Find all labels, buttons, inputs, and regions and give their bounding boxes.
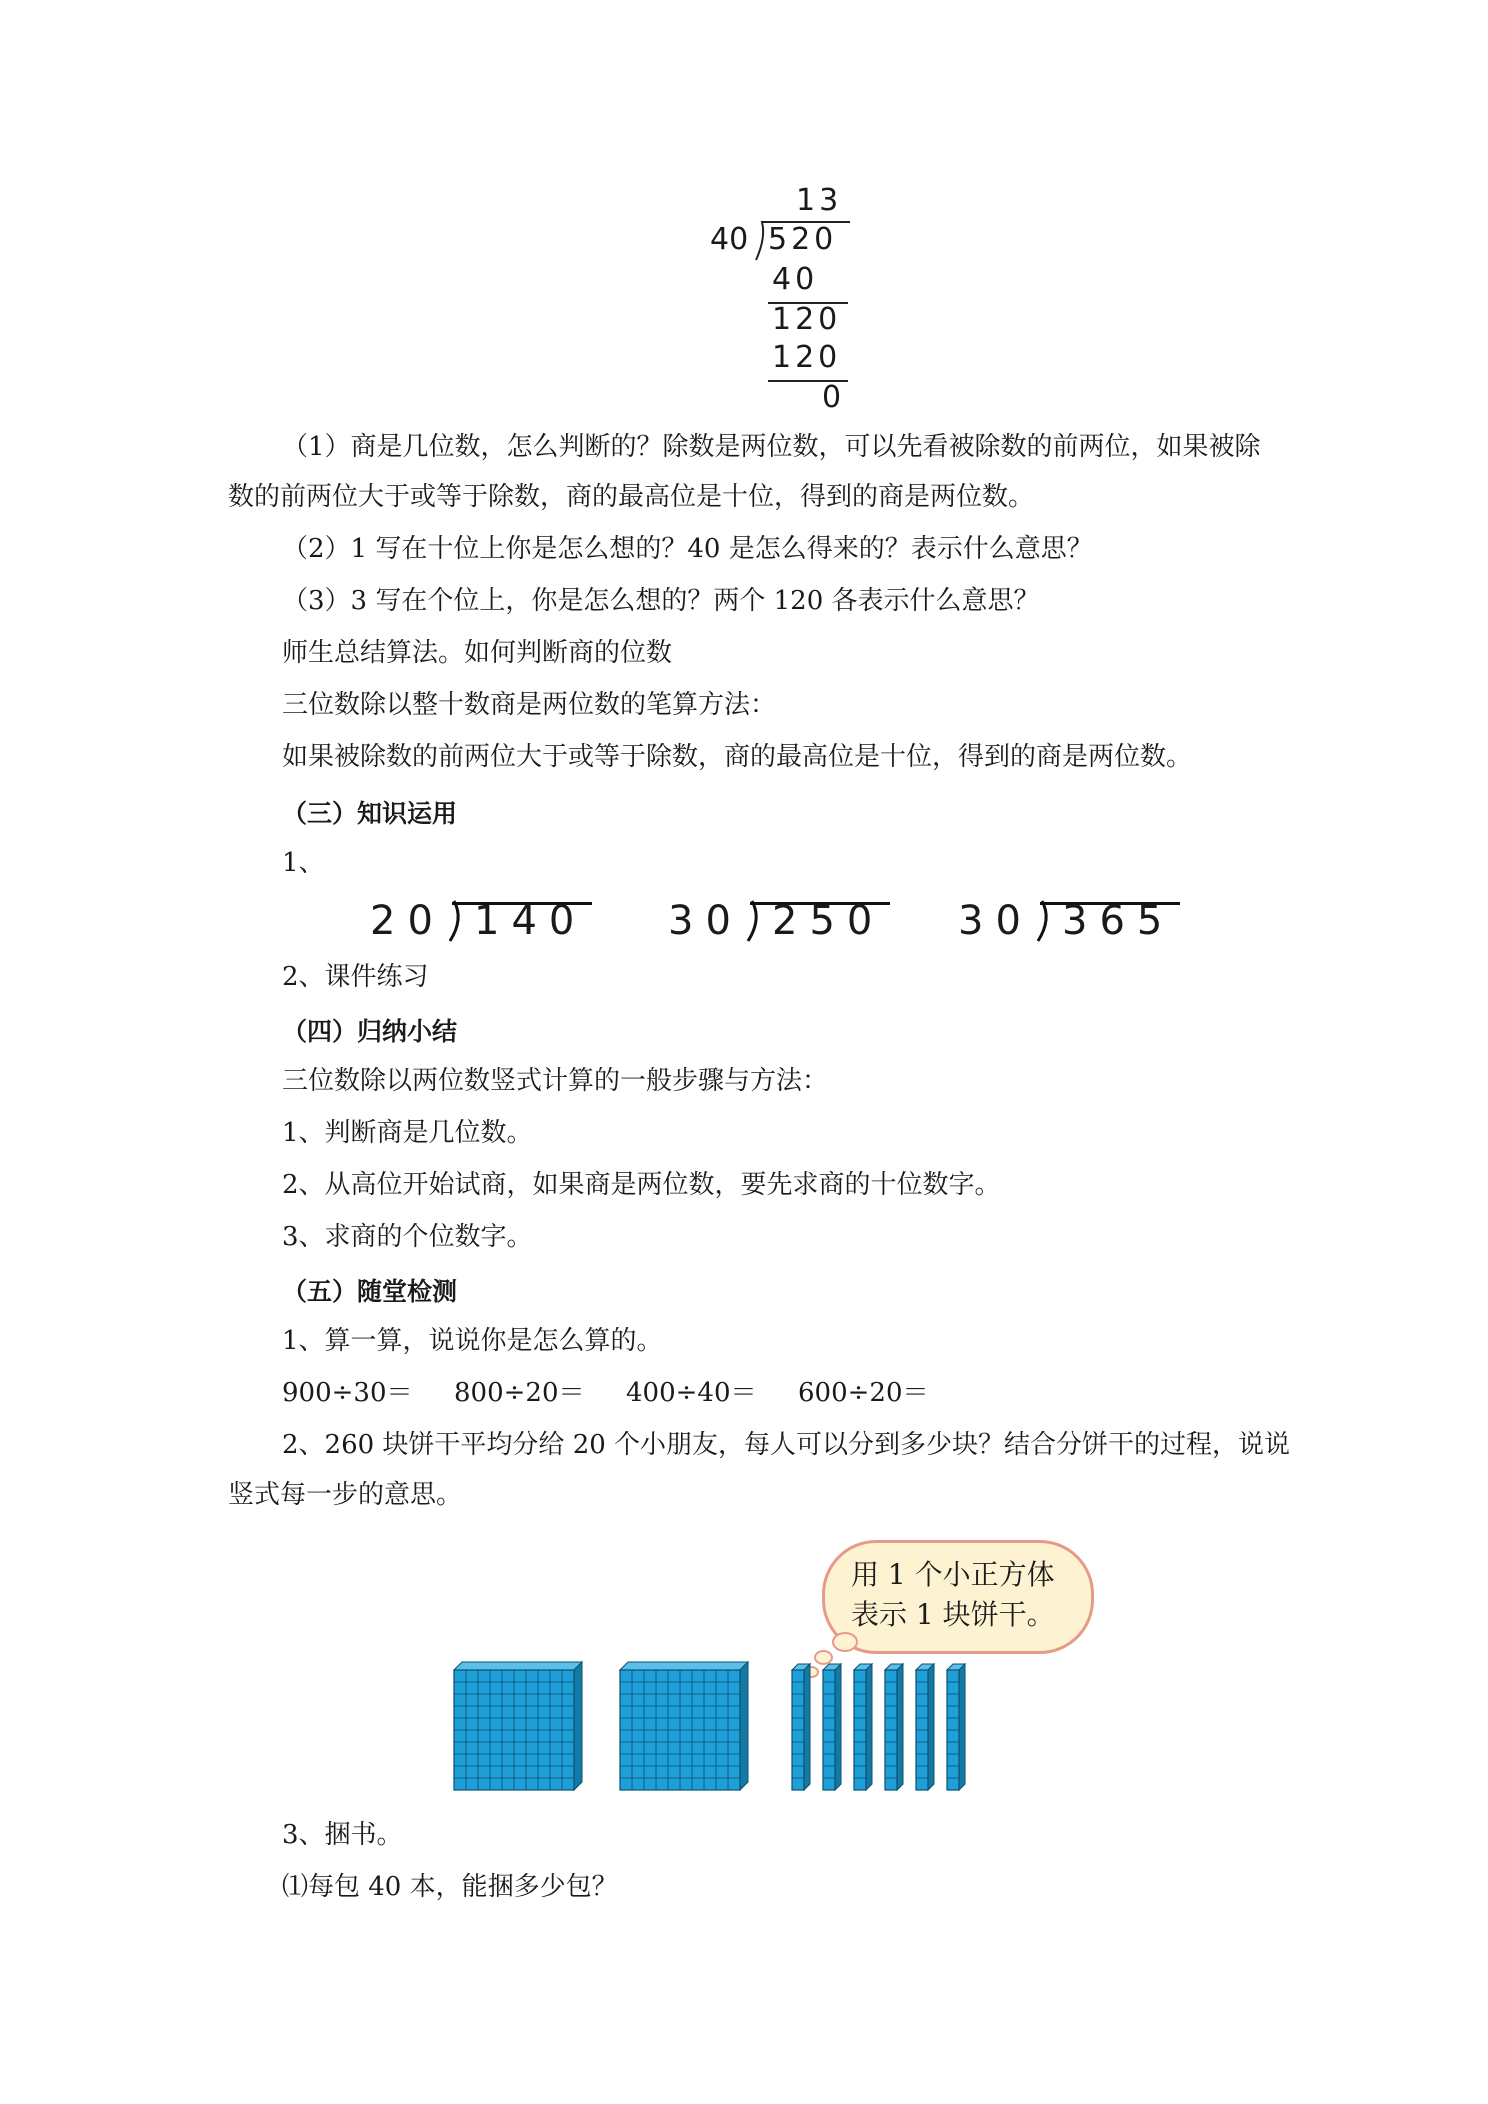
bubble-puff-1 <box>832 1632 858 1652</box>
section-5-title: （五）随堂检测 <box>282 1277 458 1306</box>
section-5-item-2-line2: 竖式每一步的意思。 <box>228 1480 463 1510</box>
bubble-line-1: 用 1 个小正方体 <box>851 1558 1055 1591</box>
question-1-line2: 数的前两位大于或等于除数，商的最高位是十位，得到的商是两位数。 <box>228 482 1035 512</box>
calc-1: 900÷30＝ <box>282 1378 413 1408</box>
section-5-item-3-sub1: ⑴每包 40 本，能捆多少包？ <box>282 1872 618 1902</box>
question-2: （2）1 写在十位上你是怎么想的？40 是怎么得来的？表示什么意思？ <box>282 534 1093 564</box>
hundred-flat-top <box>454 1662 582 1670</box>
ten-rod-side <box>959 1664 965 1790</box>
exercise-2-dividend: 250 <box>772 898 885 944</box>
section-4-step-3: 3、求商的个位数字。 <box>282 1222 533 1252</box>
section-3-title: （三）知识运用 <box>282 799 458 828</box>
question-3: （3）3 写在个位上，你是怎么想的？两个 120 各表示什么意思？ <box>282 586 1040 616</box>
exercise-1-dividend: 140 <box>474 898 587 944</box>
summary-line-3: 如果被除数的前两位大于或等于除数，商的最高位是十位，得到的商是两位数。 <box>282 742 1193 772</box>
exercise-2-divisor: 30 <box>668 898 743 944</box>
section-4-step-1: 1、判断商是几位数。 <box>282 1118 533 1148</box>
section-5-item-1: 1、算一算，说说你是怎么算的。 <box>282 1326 663 1356</box>
ten-rod-side <box>804 1664 810 1790</box>
section-4-title: （四）归纳小结 <box>282 1017 458 1046</box>
bubble-line-2: 表示 1 块饼干。 <box>851 1598 1055 1631</box>
section-3-item-2: 2、课件练习 <box>282 962 429 992</box>
exercise-3-dividend: 365 <box>1062 898 1175 944</box>
base-ten-blocks <box>448 1660 988 1800</box>
ld-step2: 120 <box>772 340 842 375</box>
section-4-intro: 三位数除以两位数竖式计算的一般步骤与方法： <box>282 1066 829 1096</box>
hundred-flat-side <box>574 1662 582 1790</box>
calc-2: 800÷20＝ <box>454 1378 585 1408</box>
calc-4: 600÷20＝ <box>798 1378 929 1408</box>
exercise-3-divisor: 30 <box>958 898 1033 944</box>
section-3-item-1: 1、 <box>282 848 325 878</box>
section-5-item-3: 3、捆书。 <box>282 1820 403 1850</box>
ten-rod-side <box>897 1664 903 1790</box>
ld-remainder1: 120 <box>772 302 842 337</box>
thought-bubble <box>822 1540 1094 1654</box>
section-5-item-2-line1: 2、260 块饼干平均分给 20 个小朋友，每人可以分到多少块？结合分饼干的过程，说说 <box>282 1430 1291 1460</box>
ld-step1: 40 <box>772 262 819 297</box>
section-4-step-2: 2、从高位开始试商，如果商是两位数，要先求商的十位数字。 <box>282 1170 1001 1200</box>
ld-final: 0 <box>822 380 846 415</box>
question-1-line1: （1）商是几位数，怎么判断的？除数是两位数，可以先看被除数的前两位，如果被除 <box>282 432 1261 462</box>
summary-line-2: 三位数除以整十数商是两位数的笔算方法： <box>282 690 777 720</box>
ten-rod-side <box>835 1664 841 1790</box>
exercise-1-divisor: 20 <box>370 898 445 944</box>
summary-line-1: 师生总结算法。如何判断商的位数 <box>282 638 673 668</box>
calc-3: 400÷40＝ <box>626 1378 757 1408</box>
ld-dividend: 520 <box>768 222 838 257</box>
hundred-flat-top <box>620 1662 748 1670</box>
ten-rod-side <box>928 1664 934 1790</box>
hundred-flat-side <box>740 1662 748 1790</box>
ld-quotient: 13 <box>796 183 843 218</box>
ten-rod-side <box>866 1664 872 1790</box>
ld-divisor: 40 <box>710 222 749 257</box>
